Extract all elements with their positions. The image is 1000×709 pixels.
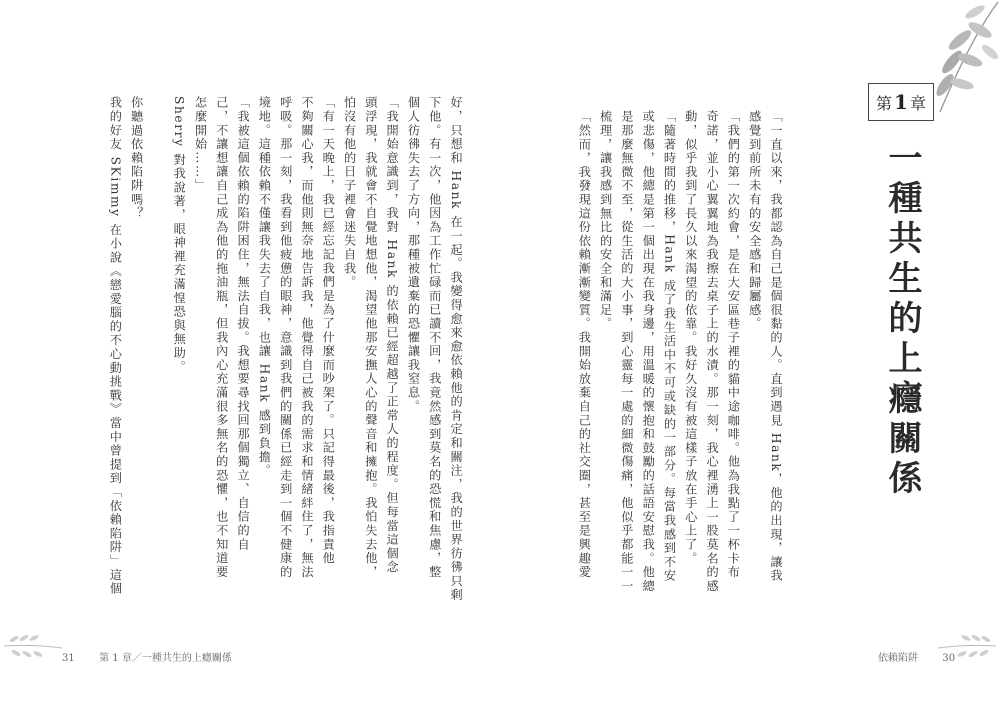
text-column: 不夠關心我，而他則無奈地告訴我，他覺得自己被我的需求和情緒絆住了，無法 xyxy=(299,96,314,579)
text-column: 或悲傷，他總是第一個出現在我身邊，用溫暖的懷抱和鼓勵的話語安慰我。他總 xyxy=(641,110,656,593)
chapter-suffix: 章 xyxy=(909,93,926,113)
text-column: 「我開始意識到，我對 Hank 的依賴已經超越了正常人的程度。但每當這個念 xyxy=(385,96,400,575)
text-column: 怕沒有他的日子裡會迷失自我。 xyxy=(342,96,357,290)
leaf-branch-icon xyxy=(2,628,64,664)
right-running-head: 依賴陷阱 xyxy=(878,653,918,664)
left-body-text xyxy=(104,96,466,602)
text-column: 感覺到前所未有的安全感和歸屬感。 xyxy=(747,110,762,331)
text-column: 頭浮現，我就會不自覺地想他，渴望他那安撫人心的聲音和擁抱。我怕失去他， xyxy=(363,96,378,579)
text-column: Sherry 對我說著，眼神裡充滿惶恐與無助。 xyxy=(172,96,187,374)
text-column: 「然而，我發現這份依賴漸漸變質。我開始放棄自己的社交圈，甚至是興趣愛 xyxy=(577,110,592,580)
text-column: 境地。這種依賴不僅讓我失去了自我，也讓 Hank 感到負擔。 xyxy=(257,96,272,478)
chapter-number: 1 xyxy=(894,90,908,114)
chapter-prefix: 第 xyxy=(876,93,893,113)
right-page-number: 30 xyxy=(942,653,956,664)
text-column: 我的好友 SKimmy 在小說《戀愛腦的不心動挑戰》當中曾提到「依賴陷阱」這個 xyxy=(108,96,123,596)
right-body-text xyxy=(573,110,786,593)
text-column: 「隨著時間的推移，Hank 成了我生活中不可或缺的一部分。每當我感到不安 xyxy=(662,110,677,583)
text-column: 呼吸。那一刻，我看到他疲憊的眼神，意識到我們的關係已經走到一個不健康的 xyxy=(278,96,293,579)
chapter-label xyxy=(868,83,934,121)
chapter-title: 一種共生的上癮關係 xyxy=(882,140,922,500)
text-column: 你聽過依賴陷阱嗎？ xyxy=(129,96,144,221)
left-footer xyxy=(62,649,232,664)
text-column: 怎麼開始……」 xyxy=(193,96,208,193)
text-column: 下他。有一次，他因為工作忙碌而已讀不回，我竟然感到莫名的恐慌和焦慮，整 xyxy=(427,96,442,579)
left-page-number: 31 xyxy=(62,653,75,664)
text-column: 「我被這個依賴的陷阱困住，無法自拔。我想要尋找回那個獨立、自信的自 xyxy=(236,96,251,552)
text-column: 個人彷彿失去了方向，那種被遺棄的恐懼讓我窒息。 xyxy=(406,96,421,414)
text-column: 奇諾，並小心翼翼地為我擦去桌子上的水漬。那一刻，我心裡湧上一股莫名的感 xyxy=(705,110,720,593)
text-column: 「有一天晚上，我已經忘記我們是為了什麼而吵架了。只記得最後，我指責他 xyxy=(321,96,336,566)
leaf-branch-icon xyxy=(936,628,998,664)
text-column: 「我們的第一次約會，是在大安區巷子裡的貓中途咖啡。他為我點了一杯卡布 xyxy=(726,110,741,580)
text-column: 己，不讓想讓自己成為他的拖油瓶，但我內心充滿很多無名的恐懼，也不知道要 xyxy=(214,96,229,579)
text-column xyxy=(147,96,168,602)
left-running-head: 第 1 章／一種共生的上癮關係 xyxy=(99,653,232,664)
text-column: 「一直以來，我都認為自己是個很黏的人。直到遇見 Hank，他的出現，讓我 xyxy=(768,110,783,583)
text-column: 好，只想和 Hank 在一起。我變得愈來愈依賴他的肯定和關注，我的世界彷彿只剩 xyxy=(449,96,464,602)
text-column: 動，似乎我到了長久以來渴望的依靠。我好久沒有被這樣子放在手心上了。 xyxy=(683,110,698,566)
text-column: 是那麼無微不至，從生活的大小事，到心靈每一處的細微傷痛，他似乎都能一一 xyxy=(619,110,634,593)
text-column: 梳理，讓我感到無比的安全和滿足。 xyxy=(598,110,613,331)
